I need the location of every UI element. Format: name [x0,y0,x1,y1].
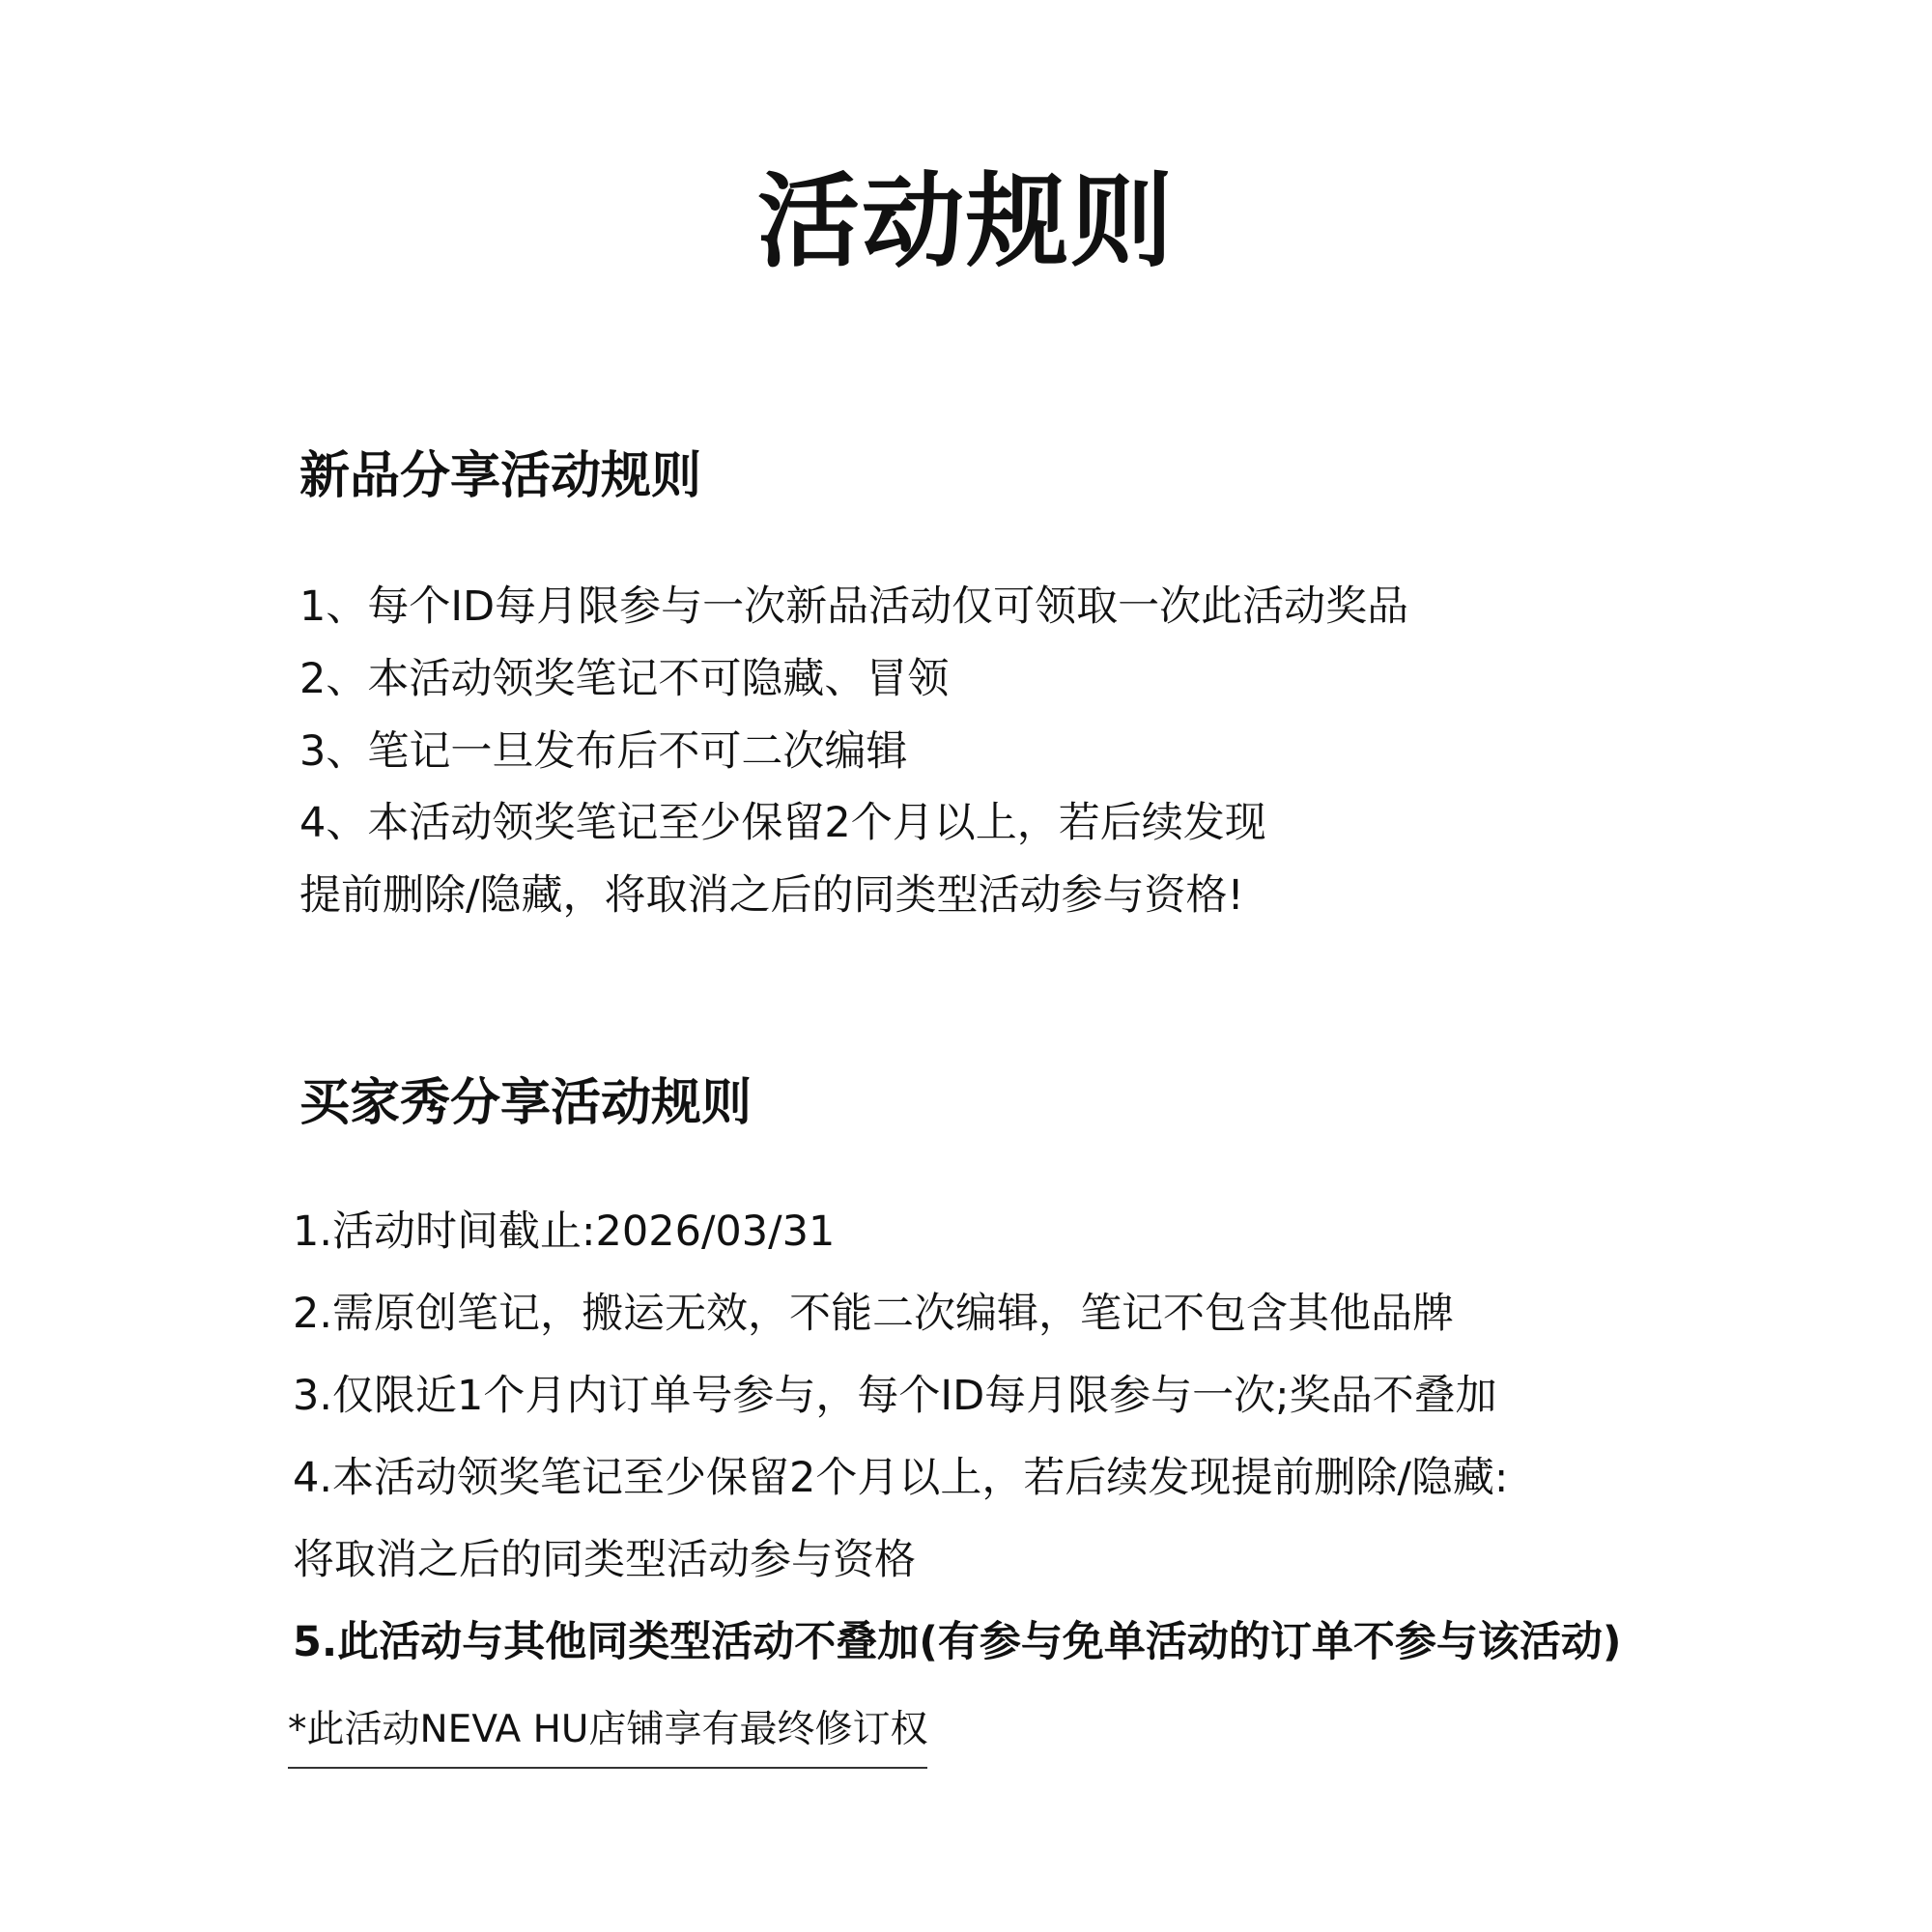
section-heading: 买家秀分享活动规则 [299,1074,753,1132]
rule-line: 3.仅限近1个月内订单号参与，每个ID每月限参与一次;奖品不叠加 [293,1372,1497,1420]
rule-line: 4.本活动领奖笔记至少保留2个月以上，若后续发现提前删除/隐藏: [293,1454,1509,1502]
rule-line: 3、笔记一旦发布后不可二次编辑 [299,727,908,776]
rule-line: 2.需原创笔记，搬运无效，不能二次编辑，笔记不包含其他品牌 [293,1290,1455,1338]
rule-line: 4、本活动领奖笔记至少保留2个月以上，若后续发现 [299,799,1266,847]
section-heading: 新品分享活动规则 [299,447,702,505]
rule-line: 提前删除/隐藏，将取消之后的同类型活动参与资格! [299,871,1244,920]
page-title: 活动规则 [757,162,1175,281]
rule-line: 5.此活动与其他同类型活动不叠加(有参与免单活动的订单不参与该活动) [293,1618,1622,1666]
rule-line: 1、每个ID每月限参与一次新品活动仅可领取一次此活动奖品 [299,582,1409,631]
rule-line: 1.活动时间截止:2026/03/31 [293,1208,836,1256]
rule-line: 2、本活动领奖笔记不可隐藏、冒领 [299,655,950,703]
footnote: *此活动NEVA HU店铺享有最终修订权 [288,1703,927,1769]
rule-line: 将取消之后的同类型活动参与资格 [293,1536,916,1584]
